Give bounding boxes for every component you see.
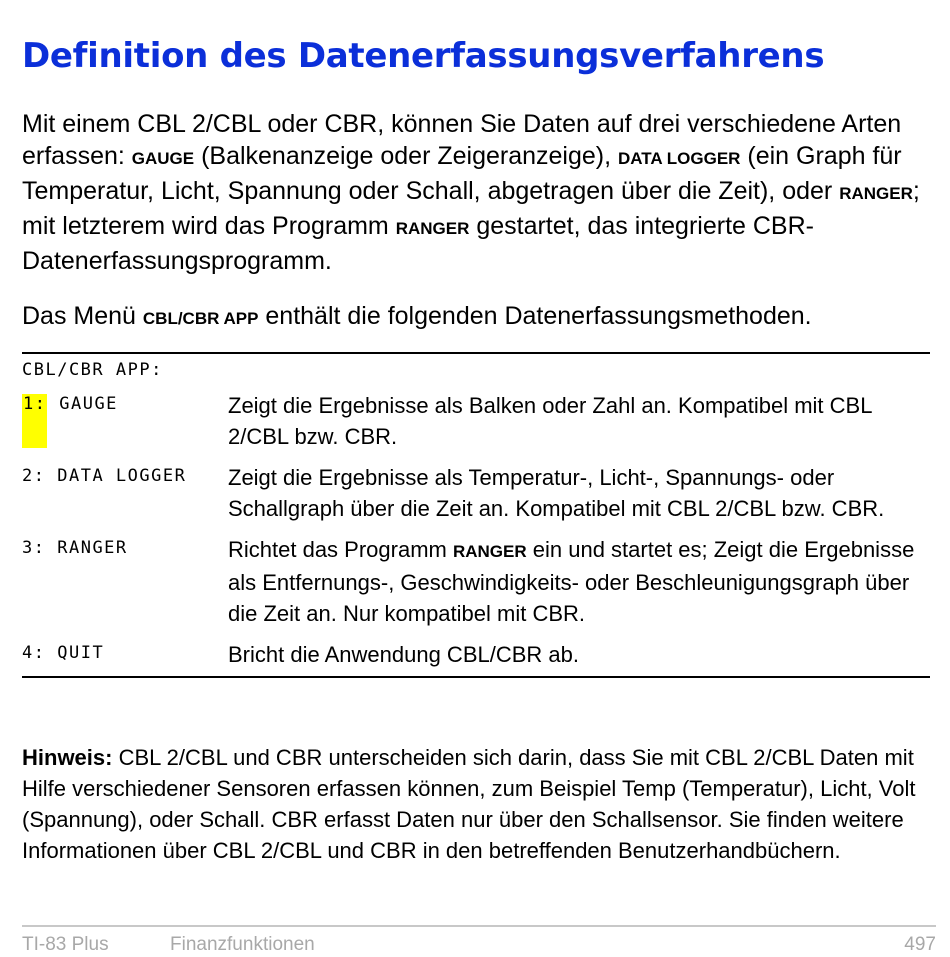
menu-label-gauge: GAUGE [59,394,118,414]
keyword-ranger-3: RANGER [452,542,527,561]
keyword-gauge: GAUGE [131,149,195,168]
intro-text-4: ; mit letzterem wird das Programm [22,177,920,240]
menu-intro-text-1: Das Menü [22,302,143,330]
intro-text-2: (Balkenanzeige oder Zeigeranzeige), [194,142,618,170]
menu-row-quit [22,635,930,677]
menu-number: 3: [22,538,46,558]
menu-description: Bricht die Anwendung CBL/CBR ab. [228,642,579,667]
intro-text-5: gestartet, das integrierte CBR-Datenerfassungsprogramm. [22,212,814,275]
menu-desc-text-2: ein und startet es; Zeigt die Ergebnisse als Entfernungs-, Geschwindigkeits- oder Beschleunigungsgraph über die Zeit an. Nur kompatibel mit CBR. [228,537,915,626]
menu-description: Zeigt die Ergebnisse als Temperatur-, Licht-, Spannungs- oder Schallgraph über die Zeit an. Kompatibel mit CBL 2/CBL bzw. CBR. [228,465,885,521]
menu-key [22,386,228,458]
menu-row-ranger [22,530,930,635]
keyword-ranger: RANGER [839,184,913,203]
keyword-data-logger: DATA LOGGER [618,149,741,168]
note-text: CBL 2/CBL und CBR unterscheiden sich darin, dass Sie mit CBL 2/CBL Daten mit Hilfe verschiedener Sensoren erfassen können, zum Beispiel Temp (Temperatur), Licht, Volt (Spannung), oder Schall. CBR erfasst Daten nur über den Schallsensor. Sie finden weitere Informationen über CBL 2/CBL und CBR in den betreffenden Benutzerhandbüchern. [22,745,916,863]
menu-header-row [22,353,930,386]
menu-number: 2: [22,466,46,486]
menu-header: CBL/CBR APP: [22,360,163,380]
intro-paragraph [22,108,932,277]
footer-divider [22,925,936,927]
footer-page-number: 497 [904,934,936,955]
menu-key [22,635,228,677]
footer-product: TI-83 Plus [22,934,109,955]
intro-text-1: Mit einem CBL 2/CBL oder CBR, können Sie Daten auf drei verschiedene Arten erfassen: [22,110,902,170]
menu-number: 4: [22,643,46,663]
note-paragraph [22,742,932,866]
keyword-cbl-cbr-app: CBL/CBR APP [142,309,259,328]
menu-row-gauge [22,386,930,458]
footer-chapter: Finanzfunktionen [170,934,315,955]
menu-desc-text-1: Richtet das Programm [228,537,453,562]
note-label: Hinweis: [22,745,113,770]
menu-label-data-logger: DATA LOGGER [57,466,187,486]
menu-row-data-logger [22,458,930,530]
menu-key [22,530,228,635]
menu-label-ranger: RANGER [57,538,128,558]
menu-table [22,352,930,678]
menu-description: Zeigt die Ergebnisse als Balken oder Zahl an. Kompatibel mit CBL 2/CBL bzw. CBR. [228,393,872,449]
menu-description [228,530,930,635]
keyword-ranger-2: RANGER [395,219,470,238]
menu-label-quit: QUIT [57,643,105,663]
page-title: Definition des Datenerfassungsverfahrens [22,36,825,76]
menu-intro-paragraph [22,300,932,335]
menu-number-highlighted: 1: [22,394,47,448]
intro-text-3: (ein Graph für Temperatur, Licht, Spannung oder Schall, abgetragen über die Zeit), oder [22,142,902,205]
menu-intro-text-2: enthält die folgenden Datenerfassungsmethoden. [258,302,812,330]
menu-key [22,458,228,530]
